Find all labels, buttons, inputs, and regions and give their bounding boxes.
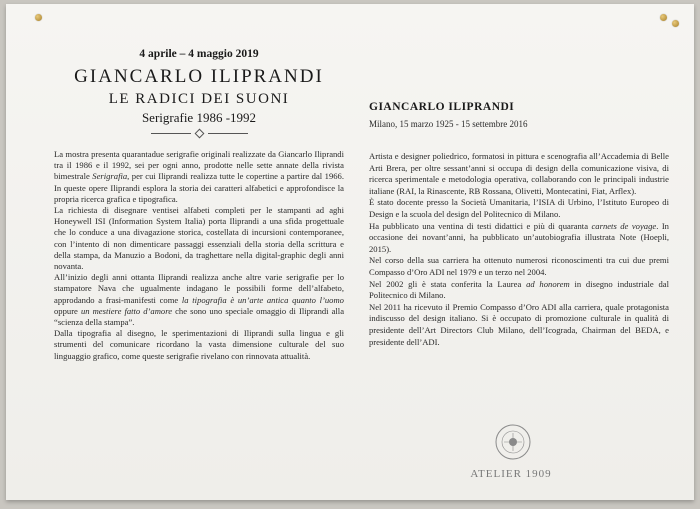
exhibition-column — [54, 48, 344, 362]
biography-paragraph: Nel 2011 ha ricevuto il Premio Compasso d’Oro ADI alla carriera, quale protagonista indiscusso del design italiano. Si è occupato di promozione culturale in qualità di presidente dell’Art Directors Club Milano, dell’Icograda, Chairman del BEDA, e presidente dell’ADI. — [369, 301, 669, 347]
exhibition-paragraph: La mostra presenta quarantadue serigrafie originali realizzate da Giancarlo Iliprandi tra il 1986 e il 1992, sei per ogni anno, prodotte nelle sette annate della rivista bimestrale Serigrafia, per cui Iliprandi realizza tutte le copertine a partire dal 1966. In queste opere Iliprandi esplora la storia dei caratteri alfabetici e approfondisce la propria ricerca grafica e tipografica. — [54, 149, 344, 204]
biography-paragraph: Ha pubblicato una ventina di testi didattici e più di quaranta carnets de voyage. In occasione dei novant’anni, ha pubblicato un’autobiografia illustrata Note (Hoepli, 2015). — [369, 220, 669, 254]
biography-paragraph: È stato docente presso la Società Umanitaria, l’ISIA di Urbino, l’Istituto Europeo di Design e la scuola del design del Politecnico di Milano. — [369, 197, 669, 219]
exhibition-subtitle: Serigrafie 1986 -1992 — [141, 110, 257, 125]
atelier-label: ATELIER 1909 — [470, 468, 552, 480]
biography-paragraph: Nel 2002 gli è stata conferita la Laurea ad honorem in disegno industriale dal Politecnico di Milano. — [369, 278, 669, 301]
screw-icon — [35, 14, 42, 21]
exhibition-title: LE RADICI DEI SUONI — [108, 91, 290, 107]
exhibition-paragraph: Dalla tipografia al disegno, le sperimentazioni di Iliprandi sulla lingua e gli strumenti del comunicare ricordano la vasta dimensione culturale del suo linguaggio grafico, come queste serigrafie rivelano con rinnovata attualità. — [54, 328, 344, 361]
atelier-seal-logo — [495, 424, 531, 460]
biography-column — [369, 101, 669, 348]
display-board — [6, 4, 694, 500]
exhibition-description — [54, 149, 344, 362]
screw-icon — [672, 20, 679, 27]
exhibition-artist-name: GIANCARLO ILIPRANDI — [74, 66, 324, 87]
biography-paragraph: Artista e designer poliedrico, formatosi in pittura e scenografia all’Accademia di Belle Arti Brera, per oltre sessant’anni si occupa di design della comunicazione visiva, di ricerca sperimentale e metodologia operativa, collaborando con le principali industrie italiane (RAI, la Rinascente, RB Rossana, Olivetti, Montecatini, Fiat, Arflex). — [369, 151, 669, 196]
biography-text — [369, 151, 669, 348]
diamond-icon — [194, 129, 204, 139]
ornament-divider — [54, 130, 344, 137]
biography-dates: Milano, 15 marzo 1925 - 15 settembre 2016 — [369, 119, 528, 129]
biography-paragraph: Nel corso della sua carriera ha ottenuto numerosi riconoscimenti tra cui due premi Compasso d’Oro ADI nel 1979 e un terzo nel 2004. — [369, 255, 669, 277]
exhibition-paragraph: La richiesta di disegnare ventisei alfabeti completi per le stampanti ad aghi Honeywell ISI (Information System Italia) porta Iliprandi a una sfida progettuale che lo conduce a una divagazione storica, costellata di incursioni contemporanee, con l’intento di non dimenticare passaggi essenziali della storia della scrittura e della stampa, da Manuzio a Bodoni, da traghettare nella digital-graphic degli anni novanta. — [54, 205, 344, 272]
exhibition-paragraph: All’inizio degli anni ottanta Iliprandi realizza anche altre varie serigrafie per lo stampatore Nava che ugualmente indagano le possibili forme dell’alfabeto, approdando a frasi-manifesti come la tipografia è un’arte antica quanto l’uomo oppure un mestiere fatto d’amore che sono uno speciale omaggio di Iliprandi alla “scienza della stampa”. — [54, 272, 345, 328]
biography-name: GIANCARLO ILIPRANDI — [369, 101, 515, 113]
screw-icon — [660, 14, 667, 21]
exhibition-dates: 4 aprile – 4 maggio 2019 — [139, 48, 259, 60]
